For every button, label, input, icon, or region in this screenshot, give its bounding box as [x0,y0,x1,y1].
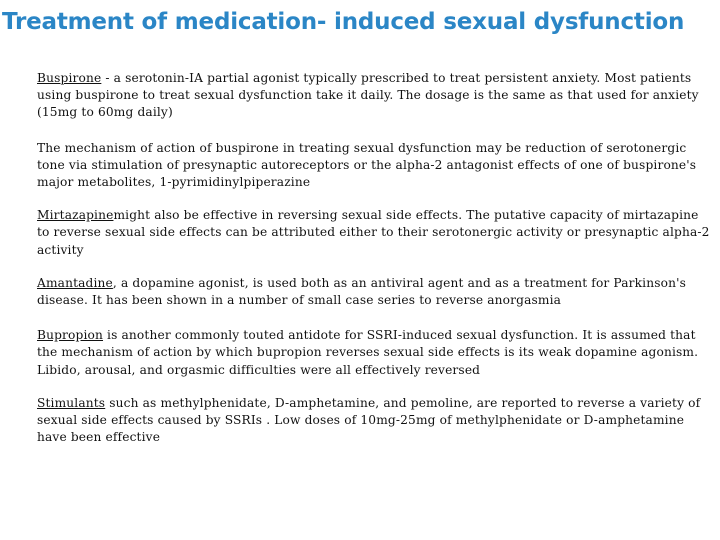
slide-body [37,70,712,464]
paragraph-text: , a dopamine agonist, is used both as an antiviral agent and as a treatment for Parkinson's disease. It has been shown in a number of small case series to reverse anorgasmia [37,275,687,308]
paragraph-buspirone [37,70,712,122]
paragraph-bupropion [37,327,712,379]
term-mirtazapine: Mirtazapine [37,208,114,223]
term-bupropion: Bupropion [37,328,104,343]
term-amantadine: Amantadine [37,275,113,290]
paragraph-amantadine [37,275,712,309]
paragraph-text: might also be effective in reversing sexual side effects. The putative capacity of mirtazapine to reverse sexual side effects can be attributed either to their serotonergic activity or presynaptic alpha-2 activity [37,208,710,257]
paragraph-text: - a serotonin-IA partial agonist typically prescribed to treat persistent anxiety. Most patients using buspirone to treat sexual dysfunction take it daily. The dosage is the same as that used for anxiety (15mg to 60mg daily) [37,71,699,120]
slide-title: Treatment of medication- induced sexual dysfunction [2,9,685,35]
paragraph-text: such as methylphenidate, D-amphetamine, and pemoline, are reported to reverse a variety of sexual side effects caused by SSRIs . Low doses of 10mg-25mg of methylphenidate or D-amphetamine have been effective [37,395,701,445]
paragraph-text: The mechanism of action of buspirone in treating sexual dysfunction may be reduction of serotonergic tone via stimulation of presynaptic autoreceptors or the alpha-2 antagonist effects of one of buspirone's major metabolites, 1-pyrimidinylpiperazine [37,140,697,190]
paragraph-text: is another commonly touted antidote for SSRI-induced sexual dysfunction. It is assumed that the mechanism of action by which bupropion reverses sexual side effects is its weak dopamine agonism. Libido, arousal, and orgasmic difficulties were all effectively reversed [37,328,699,377]
term-buspirone: Buspirone [37,71,102,85]
paragraph-stimulants [37,395,712,447]
paragraph-mirtazapine [37,207,712,259]
paragraph-buspirone-mechanism [37,140,712,192]
term-stimulants: Stimulants [37,395,106,410]
